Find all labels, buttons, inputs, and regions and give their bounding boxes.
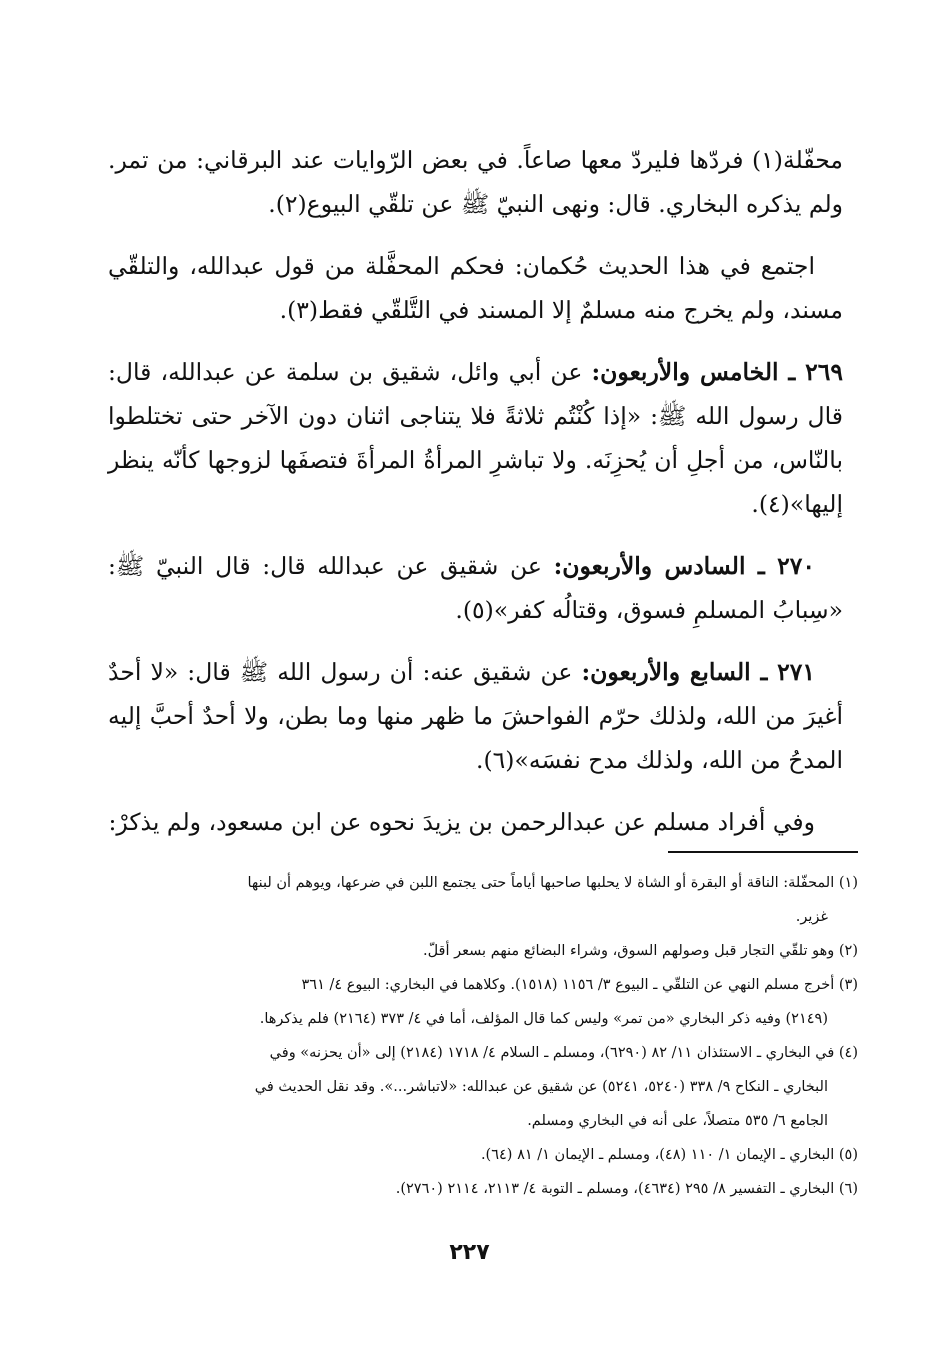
footnote-3: (٣) أخرج مسلم النهي عن التلقّي ـ البيوع ٣/ ١١٥٦ (١٥١٨). وكلاهما في البخاري: البيوع ٤/ ٣٦١ [301,977,858,993]
hadith-271-text: عن شقيق عنه: أن رسول الله ﷺ قال: «لا أحدٌ أغيرَ من الله، ولذلك حرّم الفواحشَ ما ظهر منها وما بطن، ولا أحدٌ أحبَّ إليه المدحُ من الله، ولذلك مدح نفسَه»(٦). [108,658,843,774]
hadith-270 [108,544,843,632]
footnote-3-cont: (٢١٤٩) وفيه ذكر البخاري «من تمر» وليس كما قال المؤلف، أما في ٤/ ٣٧٣ (٢١٦٤) فلم يذكرها. [259,1011,828,1027]
hadith-270-text: عن شقيق عن عبدالله قال: قال النبيّ ﷺ: «سِبابُ المسلمِ فسوق، وقتالُه كفر»(٥). [108,552,843,624]
footnote-4-cont-2: الجامع ٦/ ٥٣٥ متصلاً، على أنه في البخاري ومسلم. [527,1113,828,1129]
hadith-270-heading: ٢٧٠ ـ السادس والأربعون: [553,552,815,580]
footnote-6: (٦) البخاري ـ التفسير ٨/ ٢٩٥ (٤٦٣٤)، ومسلم ـ التوبة ٤/ ٢١١٣، ٢١١٤ (٢٧٦٠). [395,1181,858,1197]
paragraph-last: وفي أفراد مسلم عن عبدالرحمن بن يزيدَ نحوه عن ابن مسعود، ولم يذكرْ: [108,808,815,836]
footnote-4-cont: البخاري ـ النكاح ٩/ ٣٣٨ (٥٢٤٠، ٥٢٤١) عن شقيق عن عبدالله: «لاتباشر...». وقد نقل الحديث في [254,1079,828,1095]
footnote-separator [668,851,858,853]
footnote-5: (٥) البخاري ـ الإيمان ١/ ١١٠ (٤٨)، ومسلم ـ الإيمان ١/ ٨١ (٦٤). [480,1147,858,1163]
page-number: ٢٢٧ [449,1240,490,1265]
paragraph-2: اجتمع في هذا الحديث حُكمان: فحكم المحفَّلة من قول عبدالله، والتلقّي مسند، ولم يخرج منه مسلمٌ إلا المسند في التَّلقّي فقط(٣). [108,252,843,324]
hadith-269 [108,350,843,526]
hadith-271 [108,650,843,782]
paragraph-1: محفّلة(١) فردّها فليردّ معها صاعاً. في بعض الرّوايات عند البرقاني: من تمر. ولم يذكره البخاري. قال: ونهى النبيّ ﷺ عن تلقّي البيوع(٢). [108,146,843,218]
footnote-1-cont: غزير. [795,909,828,925]
hadith-269-heading: ٢٦٩ ـ الخامس والأربعون: [591,358,843,386]
hadith-271-heading: ٢٧١ ـ السابع والأربعون: [581,658,816,686]
hadith-269-text: عن أبي وائل، شقيق بن سلمة عن عبدالله، قال: قال رسول الله ﷺ: «إذا كُنْتُم ثلاثةً فلا يتناجى اثنان دون الآخر حتى تختلطوا بالنّاس، من أجلِ أن يُحزِنَه. ولا تباشرِ المرأةُ المرأةَ فتصفَها لزوجها كأنّه ينظر إليها»(٤). [108,358,843,518]
footnote-1: (١) المحفّلة: الناقة أو البقرة أو الشاة لا يحلبها صاحبها أياماً حتى يجتمع اللبن في ضرعها، ويوهم أن لبنها [247,875,858,891]
footnote-2: (٢) وهو تلقّي التجار قبل وصولهم السوق، وشراء البضائع منهم بسعر أقلّ. [422,943,858,959]
footnote-4: (٤) في البخاري ـ الاستئذان ١١/ ٨٢ (٦٢٩٠)، ومسلم ـ السلام ٤/ ١٧١٨ (٢١٨٤) إلى «أن يحزنه» وفي [269,1045,858,1061]
footnotes [108,866,858,1206]
main-text [108,138,843,844]
